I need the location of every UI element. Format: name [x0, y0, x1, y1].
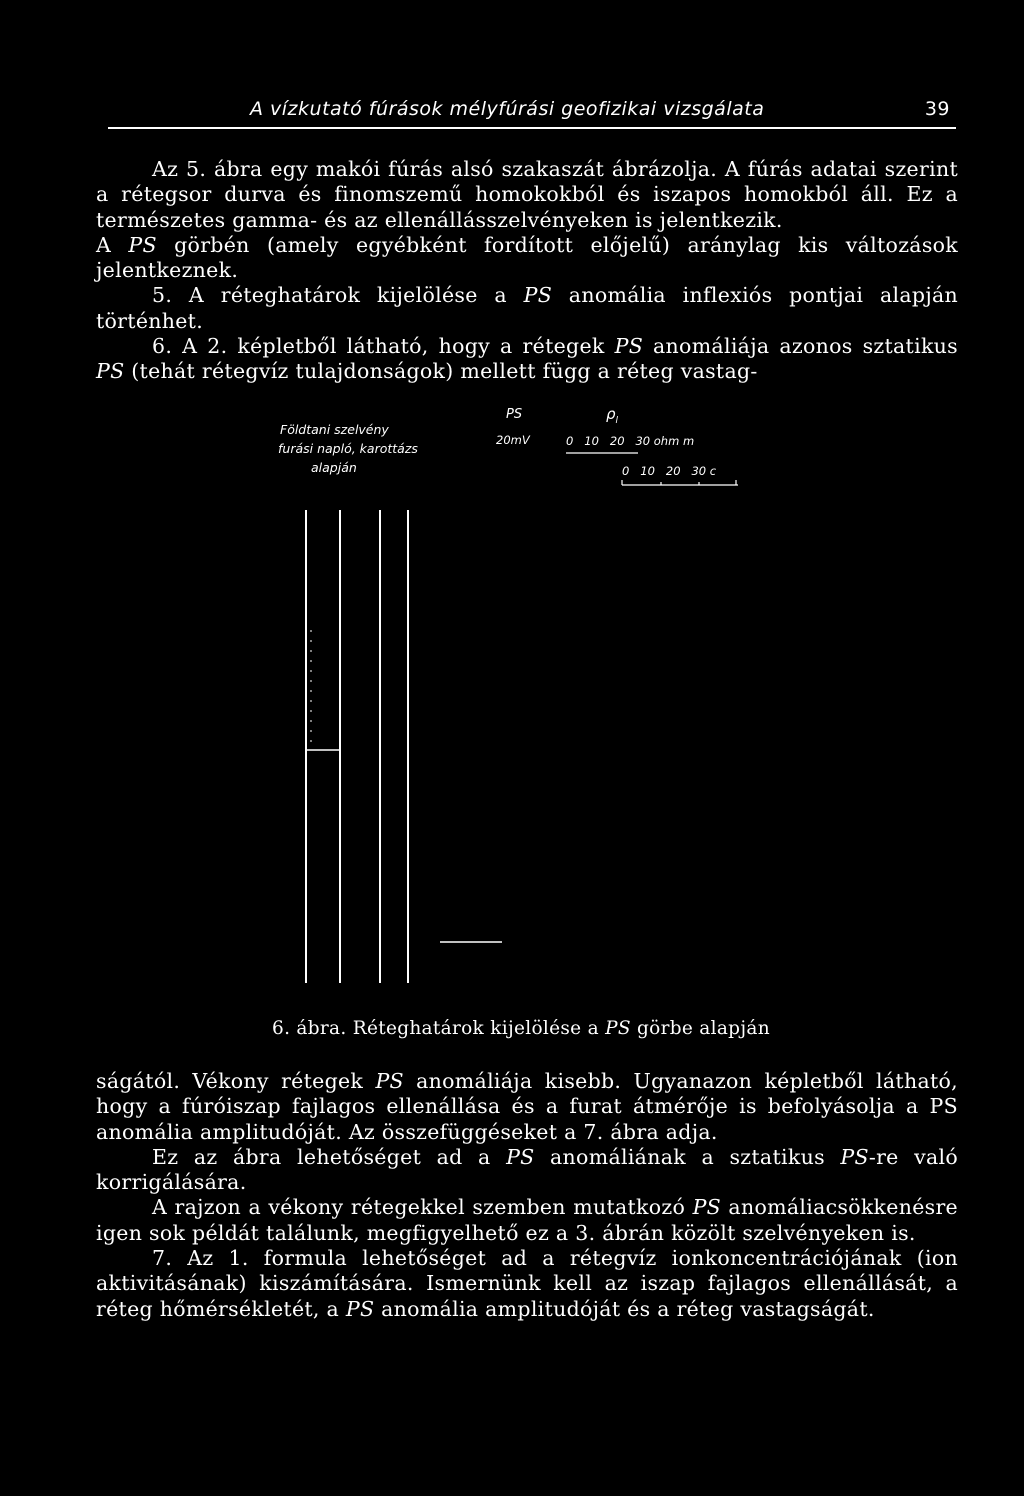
figure-label-log: furási napló, karottázs [278, 441, 418, 456]
figure-drawing [270, 400, 790, 1000]
figure-label-basis: alapján [311, 460, 357, 475]
figure-label-geology: Földtani szelvény [280, 422, 389, 437]
text-block-lower [96, 1069, 958, 1322]
paragraph: 7. Az 1. formula lehetőséget ad a rétegvíz ionkoncentrációjának (ion aktivitásának) kiszámítására. Ismernünk kell az iszap fajlagos ellenállását, a réteg hőmérsékletét, a PS anomália amplitudóját és a réteg vastagságát. [96, 1246, 958, 1321]
paragraph: Az 5. ábra egy makói fúrás alsó szakaszát ábrázolja. A fúrás adatai szerint a rétegsor durva és finomszemű homokokból és iszapos homokból áll. Ez a természetes gamma- és az ellenállásszelvényeken is jelentkezik. [96, 157, 958, 232]
paragraph: 6. A 2. képletből látható, hogy a rétegek PS anomáliája azonos sztatikus PS (tehát rétegvíz tulajdonságok) mellett függ a réteg vastag- [96, 334, 958, 384]
figure-rho-header: $\rho_l$ [606, 405, 619, 426]
running-title: A vízkutató fúrások mélyfúrási geofizikai vizsgálata [250, 98, 765, 120]
paragraph: A rajzon a vékony rétegekkel szemben mutatkozó PS anomáliacsökkenésre igen sok példát találunk, megfigyelhető ez a 3. ábrán közölt szelvényeken is. [96, 1195, 958, 1245]
text-block-upper [96, 157, 958, 385]
figure-ps-header: PS [506, 407, 523, 422]
figure-c-scale: 0 10 20 30 c [622, 464, 717, 478]
figure-ps-scale: 20mV [496, 433, 530, 447]
figure-6 [270, 400, 790, 1000]
figure-caption: 6. ábra. Réteghatárok kijelölése a PS görbe alapján [272, 1018, 770, 1039]
paragraph: A PS görbén (amely egyébként fordított előjelű) aránylag kis változások jelentkeznek. [96, 232, 959, 283]
figure-ohm-scale: 0 10 20 30 ohm m [566, 434, 695, 448]
paragraph: 5. A réteghatárok kijelölése a PS anomália inflexiós pontjai alapján történhet. [96, 283, 959, 333]
header-rule [108, 127, 956, 129]
paragraph: ságától. Vékony rétegek PS anomáliája kisebb. Ugyanazon képletből látható, hogy a fúróiszap fajlagos ellenállása és a furat átmérője is befolyásolja a PS anomália amplitudóját. Az összefüggéseket a 7. ábra adja. [96, 1069, 958, 1144]
page-number: 39 [924, 98, 950, 120]
paragraph: Ez az ábra lehetőséget ad a PS anomáliának a sztatikus PS-re való korrigálására. [96, 1144, 959, 1195]
